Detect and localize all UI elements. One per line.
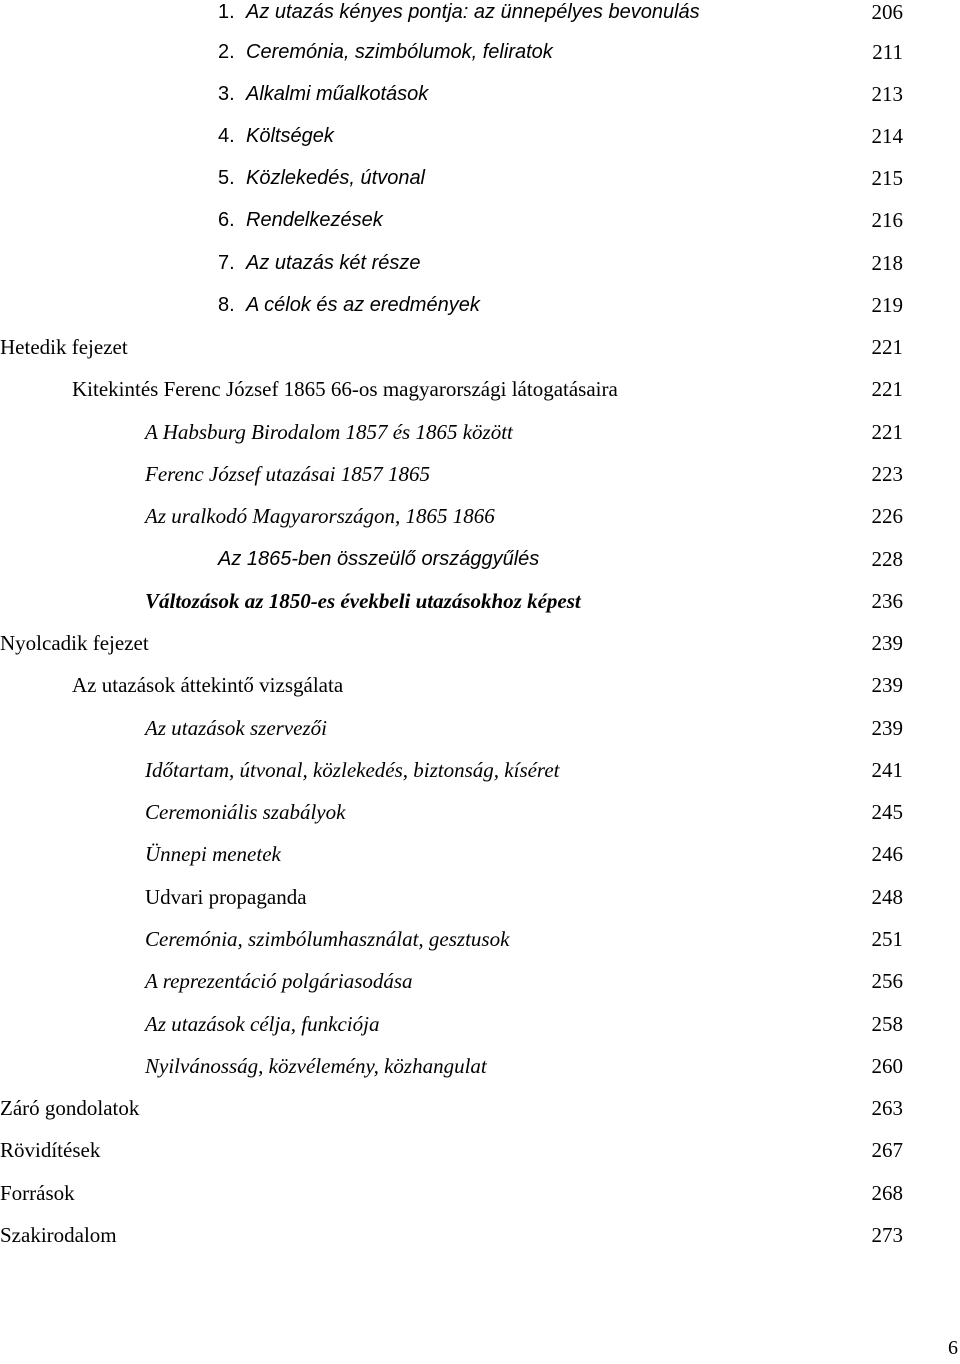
page-number: 263 (871, 1096, 903, 1120)
page-number: 221 (871, 377, 903, 401)
toc-chapter (0, 1214, 960, 1256)
item-title: Rendelkezések (246, 209, 383, 231)
item-number: 2. (218, 41, 235, 63)
toc-subsection (0, 453, 960, 495)
toc-subsection (0, 749, 960, 791)
section-title: Kitekintés Ferenc József 1865 66-os magyarországi látogatásaira (72, 377, 618, 401)
toc-item (0, 0, 960, 33)
page-number: 267 (871, 1138, 903, 1162)
page-footer-number: 6 (948, 1337, 958, 1359)
page-number: 260 (871, 1054, 903, 1078)
subsection-title: Ferenc József utazásai 1857 1865 (145, 462, 431, 486)
toc-item (0, 115, 960, 157)
toc-subsection (0, 1045, 960, 1087)
toc-item (0, 199, 960, 241)
page-number: 256 (871, 969, 903, 993)
toc-subsection (0, 960, 960, 1002)
page-number: 213 (871, 82, 903, 106)
subsection-title: Ünnepi menetek (145, 842, 281, 866)
chapter-title: Nyolcadik fejezet (0, 631, 149, 655)
chapter-title: Források (0, 1181, 75, 1205)
page-number: 268 (871, 1181, 903, 1205)
page-number: 258 (871, 1012, 903, 1036)
subsection-title: Ceremónia, szimbólumhasználat, gesztusok (145, 927, 510, 951)
toc-item (0, 284, 960, 326)
toc-item (0, 157, 960, 199)
page-number: 211 (872, 40, 903, 64)
page-number: 216 (871, 208, 903, 232)
toc-subsection (0, 495, 960, 537)
page-number: 241 (871, 758, 903, 782)
page-number: 218 (871, 251, 903, 275)
page-number: 219 (871, 293, 903, 317)
subsubsection-title: Az 1865-ben összeülő országgyűlés (218, 548, 540, 570)
page-number: 236 (871, 589, 903, 613)
page-number: 226 (871, 504, 903, 528)
page-number: 246 (871, 842, 903, 866)
item-number: 8. (218, 294, 235, 316)
toc-chapter (0, 326, 960, 368)
subsection-title: Az utazások célja, funkciója (145, 1012, 380, 1036)
page-number: 245 (871, 800, 903, 824)
page-number: 214 (871, 124, 903, 148)
toc-item (0, 73, 960, 115)
page-number: 239 (871, 631, 903, 655)
item-title: Az utazás kényes pontja: az ünnepélyes bevonulás (246, 1, 700, 23)
page-number: 251 (871, 927, 903, 951)
subsection-title: A Habsburg Birodalom 1857 és 1865 között (145, 420, 513, 444)
subsection-title: Időtartam, útvonal, közlekedés, biztonság, kíséret (145, 758, 560, 782)
item-title: Költségek (246, 125, 334, 147)
chapter-title: Hetedik fejezet (0, 335, 128, 359)
item-number: 3. (218, 83, 235, 105)
chapter-title: Rövidítések (0, 1138, 101, 1162)
toc-subsection (0, 707, 960, 749)
toc-item (0, 31, 960, 73)
subsection-title: A reprezentáció polgáriasodása (145, 969, 413, 993)
subsection-title: Ceremoniális szabályok (145, 800, 346, 824)
subsection-title: Nyilvánosság, közvélemény, közhangulat (145, 1054, 487, 1078)
item-number: 7. (218, 252, 235, 274)
page-number: 221 (871, 335, 903, 359)
toc-section (0, 368, 960, 410)
chapter-title: Szakirodalom (0, 1223, 117, 1247)
item-title: Ceremónia, szimbólumok, feliratok (246, 41, 553, 63)
item-number: 6. (218, 209, 235, 231)
page-number: 239 (871, 716, 903, 740)
item-number: 5. (218, 167, 235, 189)
toc-chapter (0, 622, 960, 664)
page-number: 248 (871, 885, 903, 909)
item-number: 1. (218, 1, 235, 23)
page-number: 221 (871, 420, 903, 444)
subsection-title: Az utazások szervezői (145, 716, 327, 740)
toc-chapter (0, 1129, 960, 1171)
toc-chapter (0, 1087, 960, 1129)
item-title: Az utazás két része (246, 252, 421, 274)
chapter-title: Záró gondolatok (0, 1096, 140, 1120)
item-title: Közlekedés, útvonal (246, 167, 426, 189)
subsection-title: Változások az 1850-es évekbeli utazásokhoz képest (145, 589, 581, 613)
item-number: 4. (218, 125, 235, 147)
page-number: 273 (871, 1223, 903, 1247)
item-title: A célok és az eredmények (246, 294, 480, 316)
toc-subsection (0, 580, 960, 622)
page-number: 239 (871, 673, 903, 697)
section-title: Az utazások áttekintő vizsgálata (72, 673, 344, 697)
page-number: 223 (871, 462, 903, 486)
page-number: 228 (871, 547, 903, 571)
toc-subsection (0, 791, 960, 833)
toc-item (0, 242, 960, 284)
subsection-title: Udvari propaganda (145, 885, 307, 909)
toc-subsection (0, 833, 960, 875)
toc-subsubsection (0, 538, 960, 580)
page-number: 215 (871, 166, 903, 190)
toc-subsection (0, 411, 960, 453)
subsection-title: Az uralkodó Magyarországon, 1865 1866 (145, 504, 495, 528)
toc-chapter (0, 1172, 960, 1214)
page-number: 206 (871, 0, 903, 24)
toc-subsection (0, 1003, 960, 1045)
item-title: Alkalmi műalkotások (246, 83, 429, 105)
toc-subsection (0, 918, 960, 960)
toc-section (0, 664, 960, 706)
toc-subsection (0, 876, 960, 918)
